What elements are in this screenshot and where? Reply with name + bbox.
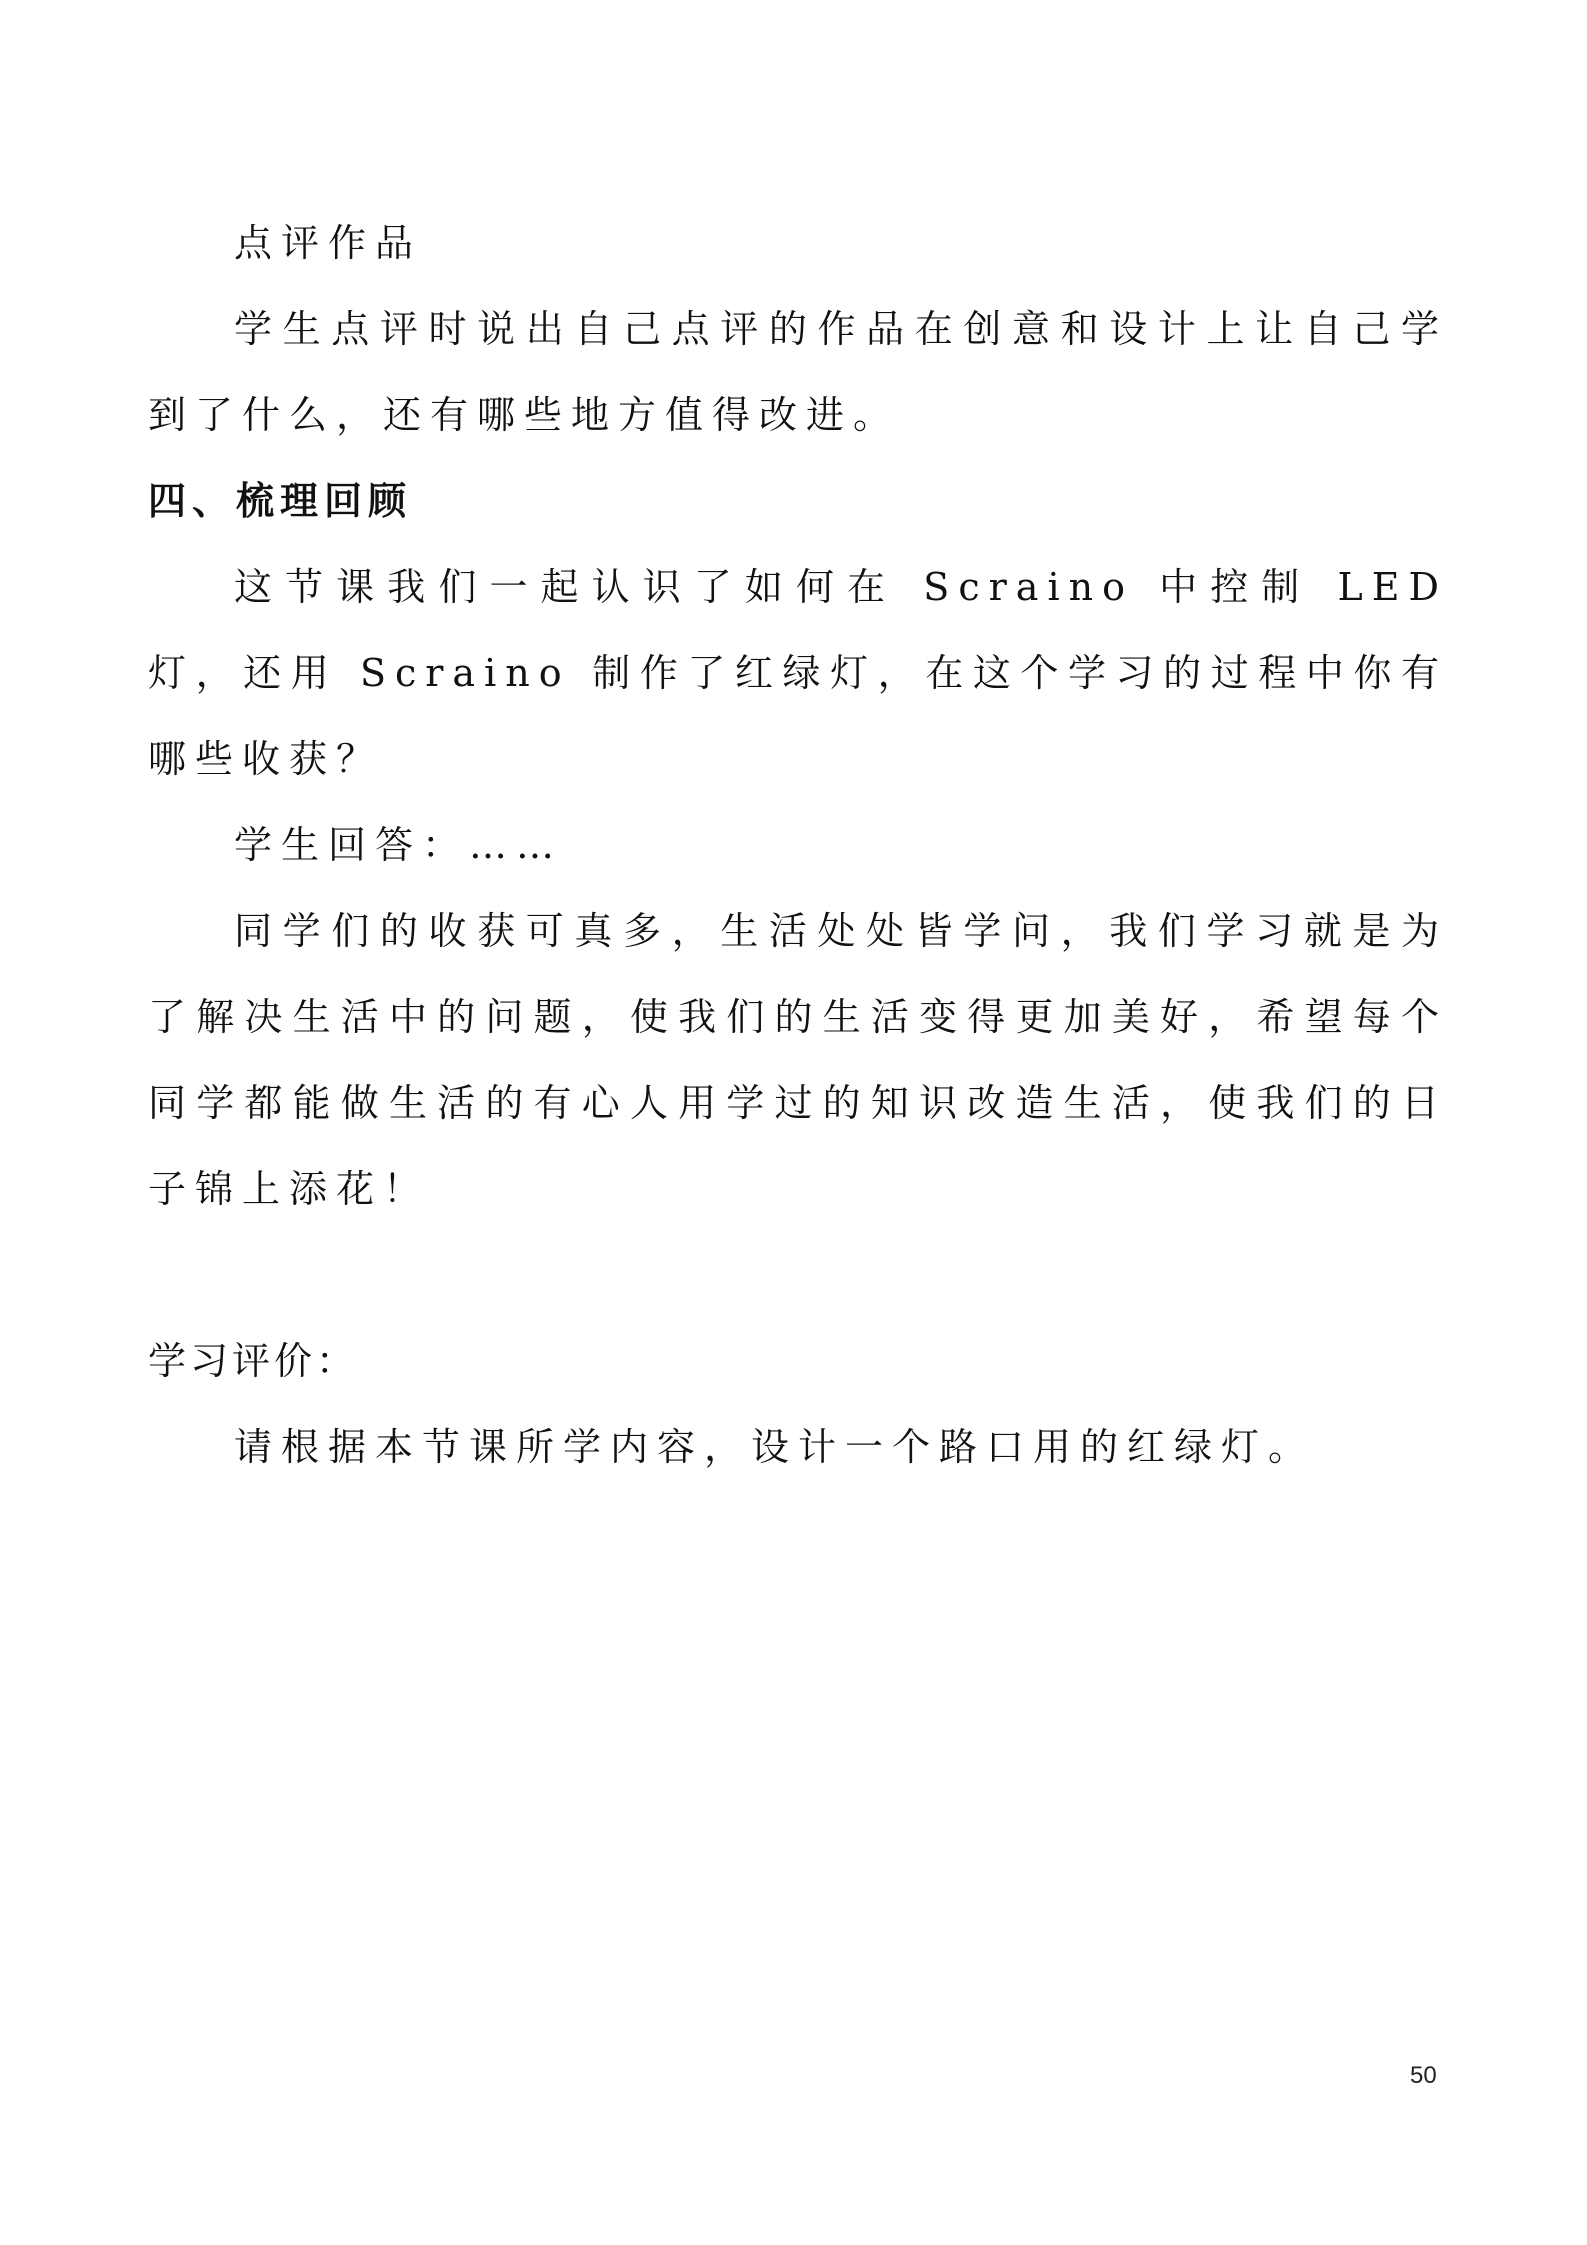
section-heading-summary: 四、梳理回顾 [148,479,413,523]
page-number: 50 [1410,2062,1437,2089]
paragraph-review-works-instruction: 学生点评时说出自己点评的作品在创意和设计上让自己学到了什么，还有哪些地方值得改进。 [148,307,1448,437]
paragraph-summary-question: 这节课我们一起认识了如何在 Scraino 中控制 LED 灯，还用 Scraino 制作了红绿灯，在这个学习的过程中你有哪些收获？ [148,565,1448,781]
spacer [148,1232,1448,1318]
paragraph-teacher-conclusion: 同学们的收获可真多，生活处处皆学问，我们学习就是为了解决生活中的问题，使我们的生活变得更加美好，希望每个同学都能做生活的有心人用学过的知识改造生活，使我们的日子锦上添花！ [148,909,1448,1211]
paragraph-student-answer: 学生回答：…… [234,823,564,867]
document-body [148,200,1448,1490]
paragraph-evaluation-task: 请根据本节课所学内容，设计一个路口用的红绿灯。 [234,1425,1316,1469]
section-heading-evaluation: 学习评价： [148,1339,359,1383]
paragraph-review-works-title: 点评作品 [234,221,423,265]
